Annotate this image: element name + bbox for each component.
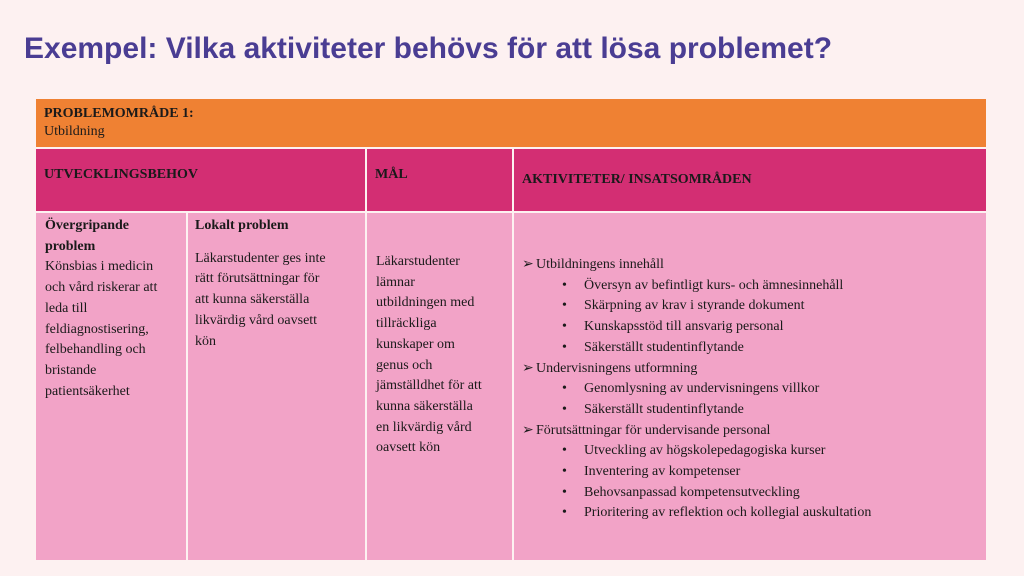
activity-item: • Genomlysning av undervisningens villkor xyxy=(562,379,978,400)
activity-item: • Skärpning av krav i styrande dokument xyxy=(562,296,978,317)
overall-problem-heading: Övergripande problem xyxy=(45,218,129,254)
activity-item: • Inventering av kompetenser xyxy=(562,462,978,483)
local-problem-cell xyxy=(188,213,365,560)
header-goal: MÅL xyxy=(367,149,512,211)
local-problem-heading: Lokalt problem xyxy=(195,218,289,233)
activity-item: • Kunskapsstöd till ansvarig personal xyxy=(562,317,978,338)
local-problem-text: Läkarstudenter ges inte rätt förutsättningar för att kunna säkerställa likvärdig vård oavsett kön xyxy=(195,250,326,349)
activity-item: • Översyn av befintligt kurs- och ämnesinnehåll xyxy=(562,276,978,297)
overall-problem-cell xyxy=(36,213,186,560)
activity-item: • Säkerställt studentinflytande xyxy=(562,338,978,359)
activity-group: ➢ Förutsättningar för undervisande personal • Utveckling av högskolepedagogiska kurser • Inventering av kompetenser • Behovsanpassad kompetensutveckling • Prioritering av reflektion och kollegial auskultation xyxy=(522,421,978,525)
activities-list xyxy=(522,255,978,524)
arrow-bullet-icon: ➢ xyxy=(522,422,534,438)
activity-item: • Säkerställt studentinflytande xyxy=(562,400,978,421)
header-activities: AKTIVITETER/ INSATSOMRÅDEN xyxy=(514,149,986,211)
problem-area-subject: Utbildning xyxy=(44,124,105,139)
problem-area-heading: PROBLEMOMRÅDE 1: xyxy=(44,106,194,121)
header-needs: UTVECKLINGSBEHOV xyxy=(36,149,365,211)
activity-item: • Behovsanpassad kompetensutveckling xyxy=(562,483,978,504)
activity-item: • Prioritering av reflektion och kollegial auskultation xyxy=(562,503,978,524)
activity-table xyxy=(36,99,986,561)
goal-text: Läkarstudenter lämnar utbildningen med tillräckliga kunskaper om genus och jämställdhet för att kunna säkerställa en likvärdig vård oavsett kön xyxy=(376,254,482,456)
activity-group: ➢ Undervisningens utformning • Genomlysning av undervisningens villkor • Säkerställt studentinflytande xyxy=(522,359,978,421)
arrow-bullet-icon: ➢ xyxy=(522,360,534,376)
activity-item: • Utveckling av högskolepedagogiska kurser xyxy=(562,441,978,462)
page-title: Exempel: Vilka aktiviteter behövs för att lösa problemet? xyxy=(24,32,833,65)
activity-group: ➢ Utbildningens innehåll • Översyn av befintligt kurs- och ämnesinnehåll • Skärpning av krav i styrande dokument • Kunskapsstöd till ansvarig personal • Säkerställt studentinflytande xyxy=(522,255,978,359)
activities-cell xyxy=(514,213,986,560)
overall-problem-text: Könsbias i medicin och vård riskerar att leda till feldiagnostisering, felbehandling och bristande patientsäkerhet xyxy=(45,259,158,399)
arrow-bullet-icon: ➢ xyxy=(522,257,534,272)
goal-cell xyxy=(367,213,512,560)
problem-area-band xyxy=(36,99,986,147)
